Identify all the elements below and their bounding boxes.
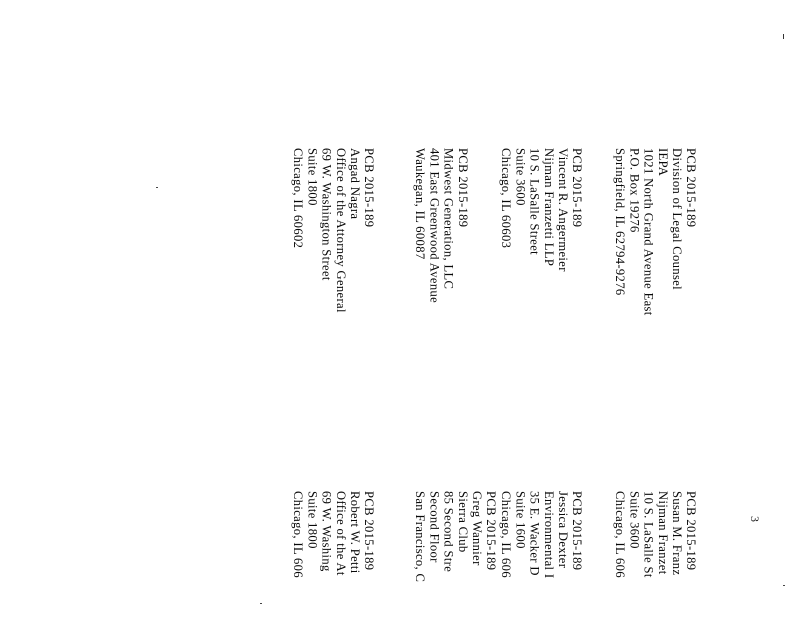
address-line: 1021 North Grand Avenue East — [641, 148, 656, 316]
address-line: Suite 1600 — [513, 491, 528, 549]
address-line: 69 W. Washington Street — [319, 148, 334, 281]
address-line: PCB 2015-189 — [484, 491, 499, 571]
address-line: Office of the At — [333, 491, 348, 576]
address-line: PCB 2015-189 — [570, 491, 585, 571]
address-line: P.O. Box 19276 — [627, 148, 642, 233]
address-block-franzetti — [613, 491, 698, 578]
address-line: Division of Legal Counsel — [670, 148, 685, 291]
address-block-sierra-club — [413, 491, 498, 582]
address-line: Sierra Club — [455, 491, 470, 553]
address-line: PCB 2015-189 — [570, 148, 585, 228]
address-line: Midwest Generation, LLC — [441, 148, 456, 290]
address-line: Springfield, IL 62794-9276 — [613, 148, 628, 296]
address-block-midwest-generation — [413, 148, 470, 303]
address-line: Chicago, IL 60603 — [499, 148, 514, 249]
address-line: Waukegan, IL 60087 — [413, 148, 428, 260]
address-line: San Francisco, C — [413, 491, 428, 583]
address-line: Angad Nagra — [348, 148, 363, 220]
address-block-nagra — [291, 148, 376, 313]
scan-speck — [156, 187, 158, 188]
address-line: Chicago, IL 606 — [613, 491, 628, 578]
address-line: IEPA — [655, 148, 670, 177]
address-line: Vincent R. Angermeier — [556, 148, 571, 272]
address-line: 10 S. LaSalle Street — [527, 148, 542, 256]
address-block-angermeier — [499, 148, 584, 272]
address-block-petti — [291, 491, 376, 578]
scan-speck — [260, 603, 262, 604]
address-block-dexter — [499, 491, 584, 578]
scan-speck — [783, 585, 785, 586]
address-line: 10 S. LaSalle St — [641, 491, 656, 578]
address-line: PCB 2015-189 — [362, 491, 377, 571]
address-line: Susan M. Franz — [670, 491, 685, 576]
address-line: Second Floor — [427, 491, 442, 563]
address-line: Suite 1800 — [305, 491, 320, 549]
address-line: PCB 2015-189 — [455, 148, 470, 228]
address-line: PCB 2015-189 — [362, 148, 377, 228]
address-line: 69 W. Washing — [319, 491, 334, 572]
address-line: Chicago, IL 60602 — [291, 148, 306, 249]
address-line: Suite 1800 — [305, 148, 320, 206]
address-block-iepa — [613, 148, 698, 316]
address-line: Jessica Dexter — [556, 491, 571, 569]
address-line: Office of the Attorney General — [333, 148, 348, 313]
page-number: 3 — [748, 516, 762, 522]
address-line: Suite 3600 — [513, 148, 528, 206]
address-line: Nijman Franzetti LLP — [541, 148, 556, 267]
address-line: 401 East Greenwood Avenue — [427, 148, 442, 304]
address-line: PCB 2015-189 — [684, 148, 699, 228]
address-line: Chicago, IL 606 — [499, 491, 514, 578]
address-line: PCB 2015-189 — [684, 491, 699, 571]
address-line: Chicago, IL 606 — [291, 491, 306, 578]
address-line: 35 E. Wacker D — [527, 491, 542, 576]
scan-mark — [783, 34, 784, 39]
address-line: Greg Wannier — [470, 491, 485, 566]
address-line: Robert W. Petti — [348, 491, 363, 574]
address-line: Environmental I — [541, 491, 556, 579]
address-line: Nijman Franzet — [655, 491, 670, 575]
address-line: Suite 3600 — [627, 491, 642, 549]
address-line: 85 Second Stre — [441, 491, 456, 573]
